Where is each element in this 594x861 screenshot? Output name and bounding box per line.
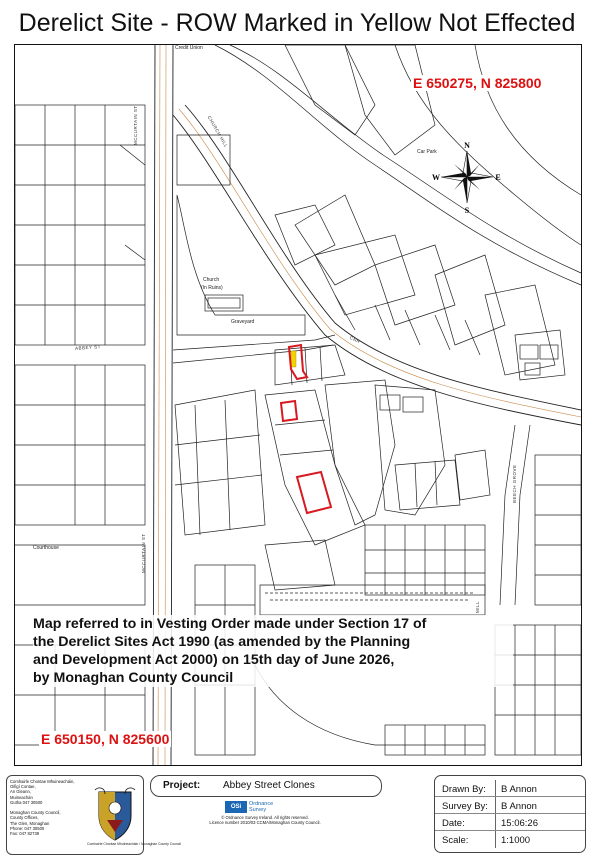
crest-caption: Comhairle Chontae Mhuineacháin / Monaghan County Council bbox=[87, 842, 182, 846]
project-box bbox=[150, 775, 382, 797]
vesting-line: by Monaghan County Council bbox=[33, 670, 234, 686]
council-line: An Gleann, bbox=[10, 789, 31, 795]
info-key: Date: bbox=[442, 818, 465, 829]
vesting-line: and Development Act 2000) on 15th day of June 2026, bbox=[33, 652, 395, 668]
vesting-order-note bbox=[33, 615, 513, 687]
compass-e: E bbox=[495, 173, 501, 182]
osi-logo-icon: OSi bbox=[225, 801, 247, 813]
council-line: Oifigí Contae, bbox=[10, 784, 36, 790]
info-row-date bbox=[435, 814, 585, 831]
info-value: 15:06:26 bbox=[501, 818, 538, 829]
info-key: Survey By: bbox=[442, 801, 488, 812]
info-row-survey-by bbox=[435, 797, 585, 814]
row-yellow-marking bbox=[291, 351, 296, 367]
street-mill: MILL bbox=[475, 600, 480, 613]
info-value: B Annon bbox=[501, 801, 537, 812]
project-label: Project: bbox=[163, 780, 201, 791]
street-cnr: CNR bbox=[348, 335, 362, 345]
council-line: Fax: 047 82739 bbox=[10, 831, 40, 837]
council-line: Gutha 047 30500 bbox=[10, 799, 43, 805]
street-mccurtain-upper: MCCURTAIN ST bbox=[133, 105, 138, 145]
compass-s: S bbox=[464, 206, 470, 215]
label-in-ruins: (In Ruins) bbox=[201, 285, 223, 291]
council-line: County Offices, bbox=[10, 815, 39, 821]
label-credit-union: Credit Union bbox=[175, 45, 203, 51]
street-beech-grove: BEECH GROVE bbox=[512, 464, 517, 503]
copyright-note bbox=[150, 815, 380, 825]
map-frame[interactable] bbox=[14, 44, 582, 766]
council-line: Monaghan County Council, bbox=[10, 810, 61, 816]
info-row-scale bbox=[435, 831, 585, 848]
osi-logo bbox=[225, 801, 295, 813]
compass-n: N bbox=[464, 141, 470, 150]
drawing-info-table bbox=[434, 775, 586, 853]
label-church: Church bbox=[203, 277, 220, 283]
osi-text-1: Ordnance bbox=[249, 801, 274, 807]
label-courthouse: Courthouse bbox=[33, 545, 59, 551]
info-value: B Annon bbox=[501, 784, 537, 795]
council-line: The Glen, Monaghan bbox=[10, 820, 50, 826]
info-key: Drawn By: bbox=[442, 784, 486, 795]
label-car-park: Car Park bbox=[417, 149, 437, 155]
copyright-line: Licence number 2010/03 CCMA/Monaghan County Council. bbox=[209, 820, 321, 826]
council-line: Phone: 047 30500 bbox=[10, 825, 45, 831]
coord-bottom-left: E 650150, N 825600 bbox=[41, 731, 170, 747]
coord-top-right: E 650275, N 825800 bbox=[413, 75, 542, 91]
info-key: Scale: bbox=[442, 835, 469, 846]
info-value: 1:1000 bbox=[501, 835, 531, 846]
council-line: Comhairle Chontae Mhuineacháin, bbox=[10, 779, 75, 784]
project-value: Abbey Street Clones bbox=[223, 780, 315, 791]
project-panel bbox=[150, 775, 380, 853]
osi-text-2: Survey bbox=[249, 807, 267, 813]
street-abbey-st: ABBEY ST bbox=[74, 344, 102, 351]
vesting-line: Map referred to in Vesting Order made under Section 17 of bbox=[33, 616, 427, 632]
info-row-drawn-by bbox=[435, 780, 585, 797]
street-church-hill: CHURCH HILL bbox=[206, 115, 229, 149]
label-graveyard: Graveyard bbox=[231, 319, 255, 325]
compass-w: W bbox=[432, 173, 440, 182]
vesting-line: the Derelict Sites Act 1990 (as amended by the Planning bbox=[33, 634, 411, 650]
council-crest-icon bbox=[93, 786, 137, 842]
copyright-line: © Ordnance Survey Ireland. All rights reserved. bbox=[221, 815, 309, 820]
council-line: Muineachán bbox=[10, 794, 33, 800]
page-title: Derelict Site - ROW Marked in Yellow Not Effected bbox=[18, 8, 576, 37]
street-mccurtain-lower: MCCURTAIN ST bbox=[141, 533, 146, 573]
